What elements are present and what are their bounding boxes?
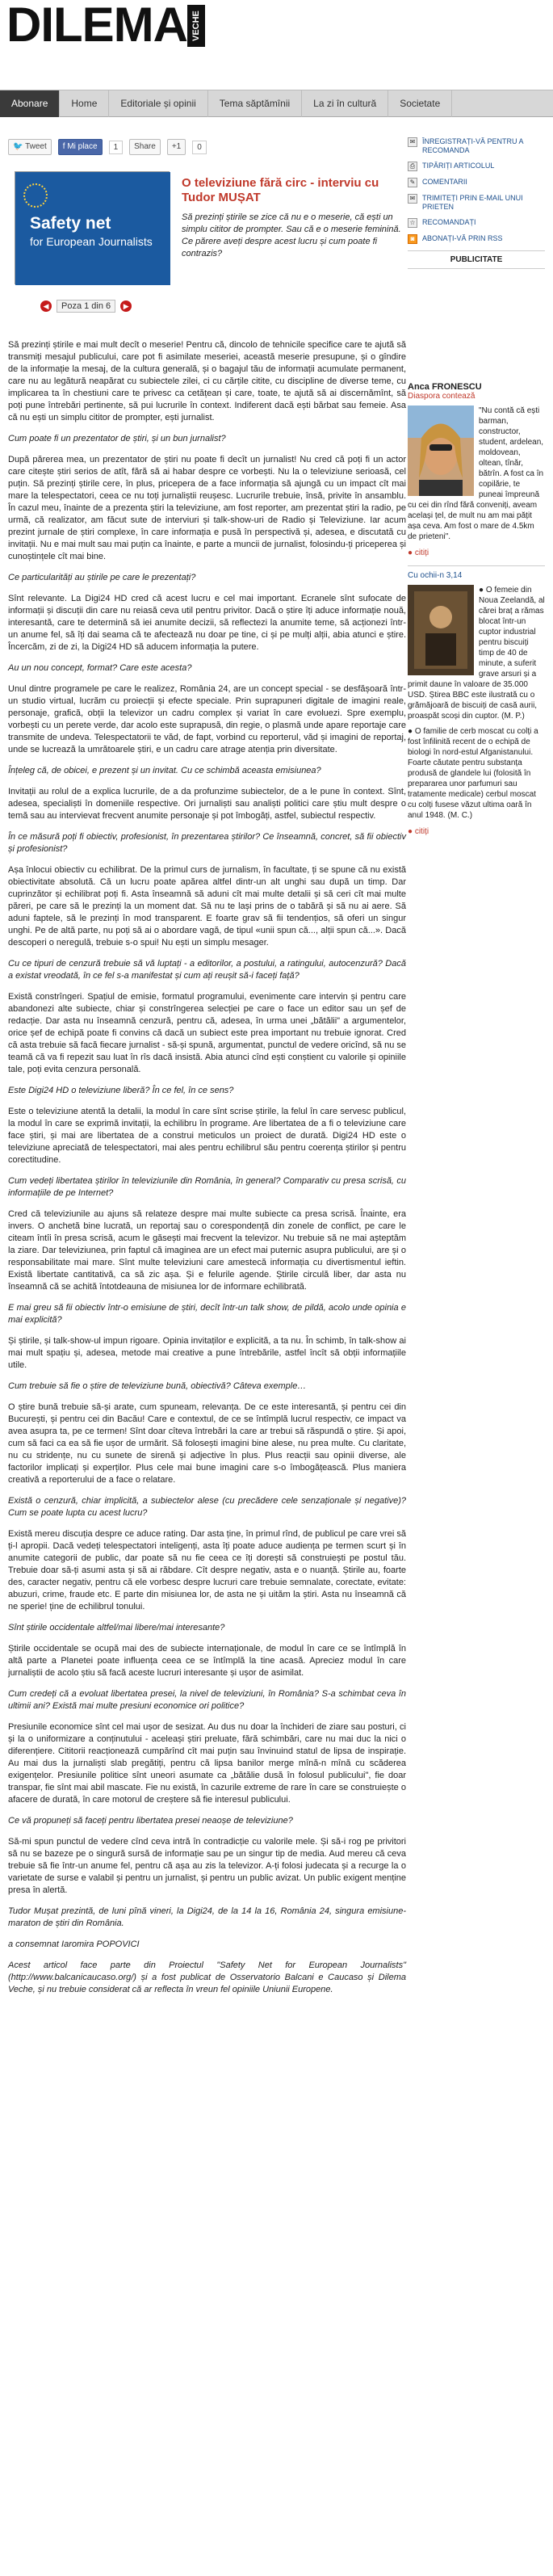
article-question: Înțeleg că, de obicei, e prezent și un invitat. Cu ce schimbă aceasta emisiunea? bbox=[8, 766, 321, 775]
article-question: Este Digi24 HD o televiziune liberă? În ce fel, în ce sens? bbox=[8, 1086, 234, 1095]
next-arrow-icon[interactable]: ▶ bbox=[120, 300, 132, 312]
rss-icon: ◙ bbox=[408, 234, 417, 244]
author-role[interactable]: Diaspora contează bbox=[408, 392, 475, 401]
nav-item-editoriale[interactable]: Editoriale și opinii bbox=[109, 90, 207, 117]
article-question: În ce măsură poți fi obiectiv, profesionist, în prezentarea știrilor? Ce înseamnă, concret, să fii obiectiv și profesionist? bbox=[8, 832, 406, 854]
nav-item-home[interactable]: Home bbox=[60, 90, 109, 117]
read-more-link-2[interactable]: ● citiți bbox=[408, 827, 545, 836]
register-icon: ✉ bbox=[408, 137, 417, 147]
site-header bbox=[0, 0, 553, 87]
photo-gallery[interactable] bbox=[15, 171, 170, 284]
print-icon: ⎙ bbox=[408, 162, 417, 171]
article-question: Cum credeți că a evoluat libertatea presei, la nivel de televiziuni, în România? S-a schimbat ceva în ultimii ani? Există mai multe presiuni economice ori politice? bbox=[8, 1689, 406, 1711]
gallery-pager bbox=[40, 300, 132, 313]
publicitate-heading: PUBLICITATE bbox=[408, 250, 545, 269]
article-lead: Să prezinți știrile se zice că nu e o meserie, că ești un simplu cititor de prompter. Sau că e o meserie feminină. Ce părere aveți despre acest lucru și cum poate fi contrazis? bbox=[182, 212, 401, 258]
tool-recommend[interactable] bbox=[408, 218, 545, 228]
nav-item-abonare[interactable]: Abonare bbox=[0, 90, 60, 117]
article-paragraph: Știrile occidentale se ocupă mai des de subiecte internaționale, de modul în care ce se întîmplă în altă parte a Planetei poate influența ceea ce se întîmplă la tine acasă. Apreciez modul în care jurnaliștii de acolo știu să facă aceste lucruri interesante și ușor de asimilat. bbox=[8, 1644, 406, 1678]
tweet-button[interactable]: 🐦 Tweet bbox=[8, 139, 52, 155]
tool-register[interactable] bbox=[408, 137, 545, 155]
facebook-like-button[interactable]: f Mi place bbox=[58, 139, 103, 155]
google-plus-count: 0 bbox=[192, 141, 207, 154]
article-question: E mai greu să fii obiectiv într-o emisiune de știri, decît într-un talk show, de pildă, acolo unde opinia e mai explicită? bbox=[8, 1303, 406, 1325]
article-paragraph: Unul dintre programele pe care le realizez, România 24, are un concept special - se desfășoară într-un studio virtual, lucrăm cu proiecții și efecte speciale. Prin suprapuneri digitale de imagini reale, personaje, grafică, obții la televizor un cadru complex și variat în care evoluezi. Spre exemplu, vorbești cu un perete verde, dar acolo este suprapusă, din regie, o plasmă unde apare reportaje care transmite de undeva. Telespectatorii te văd, de fapt, vorbind cu reporterul, văd și imagini de reportaj, unde se lucrează la umrătoarele știri, e un cadru care atrage atenția prin diversitate. bbox=[8, 684, 406, 754]
email-icon: ✉ bbox=[408, 194, 417, 204]
ochi-heading[interactable]: Cu ochii-n 3,14 bbox=[408, 565, 545, 580]
tool-label: COMENTARII bbox=[422, 178, 467, 186]
article-paragraph: Sînt relevante. La Digi24 HD cred că acest lucru e cel mai important. Ecranele sînt sufocate de informații și discuții din care nu reiasă ceva util pentru privitor. Dacă o știre îți aduce informație nouă, interesantă, care te determină să iei anumite decizii, să reflectezi la anumite teme, să acționezi într-un anume fel, să îți dai seama că te afectează nu doar pe tine, ci și pe mulți alții, abia atunci e știre. Încercăm, zi de zi, la Digi24 HD să aducem informația la putere. bbox=[8, 594, 406, 652]
article-column bbox=[8, 137, 406, 1994]
ochi-item-1: ● O femeie din Noua Zeelandă, al cărei braț a rămas blocat într-un cuptor industrial pentru biscuiți timp de 40 de minute, a suferit grave arsuri și a primit daune în valoare de 35.000 USD. Știrea BBC este ilustrată cu o grămăjoară de biscuiți de casă aurii, proaspăt scoși din cuptor. (M. P.) bbox=[408, 586, 545, 721]
google-plus-button[interactable]: +1 bbox=[167, 139, 186, 155]
ad-space bbox=[408, 269, 545, 374]
article-question: Cum vedeți libertatea știrilor în televiziunile din România, în general? Comparativ cu presa scrisă, cu informațiile de pe Internet? bbox=[8, 1176, 406, 1198]
gallery-counter: Poza 1 din 6 bbox=[57, 300, 115, 313]
facebook-icon: f bbox=[62, 142, 65, 151]
tool-label: ABONAȚI-VĂ PRIN RSS bbox=[422, 234, 503, 242]
nav-item-tema[interactable]: Tema săptămînii bbox=[208, 90, 302, 117]
twitter-icon: 🐦 bbox=[13, 142, 23, 151]
recommend-icon: ☆ bbox=[408, 218, 417, 228]
article-body bbox=[8, 339, 406, 2005]
read-more-link-1[interactable]: ● citiți bbox=[408, 548, 545, 557]
author-name[interactable]: Anca FRONESCU bbox=[408, 382, 482, 392]
social-buttons bbox=[8, 137, 406, 157]
author-block bbox=[408, 406, 545, 542]
tool-label: RECOMANDAȚI bbox=[422, 218, 476, 226]
article-paragraph: Există mereu discuția despre ce aduce rating. Dar asta ține, în primul rînd, de publicul pe care vrei să ți-l apropii. Dacă vedeți telespectatori inteligenți, asta îți poate aduce audiența pe termen scurt și în anumite categorii de public, dar poate să nu fie ceea ce îți dorești să construiești pe postul tău. Trebuie doar să-ți asumi asta și să ai răbdare. Cît despre negativ, asta e o nuanță. Știrile au, foarte des, caracter negativ, pentru că ele vorbesc despre lucruri care trebuie semnalate, corectate, evitate: abuzuri, crime, fraude etc. E parte din misiunea lor, de asta ne și uităm la știri. Asta nu înseamnă că ne sperie! ține de echilibrul tonului. bbox=[8, 1529, 406, 1612]
article-question: Cum trebuie să fie o știre de televiziune bună, obiectivă? Câteva exemple… bbox=[8, 1381, 307, 1391]
gallery-line1: Safety net bbox=[30, 214, 111, 233]
article-question: a consemnat Iaromira POPOVICI bbox=[8, 1939, 140, 1949]
tool-label: TRIMITEȚI PRIN E-MAIL UNUI PRIETEN bbox=[422, 194, 523, 211]
article-paragraph: Și știrile, și talk-show-ul impun rigoare. Opinia invitaților e explicită, a ta nu. În schimb, în talk-show ai mai mult spațiu și, adesea, metode mai creative a pune întrebările, astfel încît să obții informațiile utile. bbox=[8, 1336, 406, 1370]
share-button[interactable]: Share bbox=[129, 139, 161, 155]
article-paragraph: Să-mi spun punctul de vedere cînd ceva intră în contradicție cu valorile mele. Și să-i rog pe privitori să nu se bazeze pe o singură sursă de informație sau pe un singur tip de media. Aud mereu că ceva trebuie să fie într-un anume fel, pentru că așa au zis la televizor. A-ți folosi judecata și a recurge la o varietate de surse e valabil și pentru un jurnalist, și pentru un public avizat. Un public exigent menține presa în alertă. bbox=[8, 1837, 406, 1895]
article-paragraph: Presiunile economice sînt cel mai ușor de sesizat. Au dus nu doar la închideri de ziare sau posturi, ci și la o uniformizare a conținutului - aceleași știri preluate, fără schimbări, care nu mai duc la nici o diferențiere. Cititorii reacționează cumpărînd cît mai puțin sau învinuind statul de lipsa de inspirație. Au mai dus la jurnaliști slab pregătiți, pentru că lipsa banilor merge mînă-n mînă cu scăderea exigențelor. Presiunile politice sînt uneori asumate ca „bătălie dusă în folosul publicului", fie doar transpar, fie sînt mai abil mascate. Fie nu există, în cazurile extreme de rare în care se construiește o afacere de durată, în care motorul de creștere să fie interesul publicului. bbox=[8, 1722, 406, 1805]
sidebar bbox=[408, 137, 545, 844]
tool-label: ÎNREGISTRAȚI-VĂ PENTRU A RECOMANDA bbox=[422, 137, 524, 154]
article-paragraph: Să prezinți știrile e mai mult decît o meserie! Pentru că, dincolo de tehnicile specifice care te ajută să transmiți mesajul publicului, care pot fi asimilate meseriei, această meserie presupune, și o gîndire de la informație la mesaj, de la cultura generală, și o bagajul tău de informații acumulate permanent, care nu au legătură neapărat cu subiectele zilei, ci cu cărțile citite, cu discipline de diverse teme, cu implicarea ta în chestiuni care te privesc ca cetățean și care, toate, te ajută să ai discernămînt, să poți pune întrebări pertinente, să pui lucrurile în context. Indiferent dacă ești bărbat sau femeie. Asa că nu ești un simplu cititor de prompter, ești jurnalist. bbox=[8, 340, 406, 422]
tool-rss[interactable] bbox=[408, 234, 545, 244]
facebook-count: 1 bbox=[109, 141, 124, 154]
article-question: Cum poate fi un prezentator de știri, și un bun jurnalist? bbox=[8, 434, 226, 443]
article-paragraph: O știre bună trebuie să-și arate, cum spuneam, relevanța. De ce este interesantă, și pentru cei din București, și pentru cei din Bacău! Care e contextul, de ce se întîmplă lucrul respectiv, ce impact va avea asupra ta, pe ce termen! Sînt doar cîteva întrebări la care ar trebui să răspundă o știre. Și apoi, cum să faci ca ea să fie ușor de urmărit. Să folosești imagini bine alese, nu prea multe. Cu claritate, nu cu stridențe, nu cu sunete de sirenă și adjective în plus. Plus reacții sau opinii diverse, ale factorilor implicați și experților. Plus cele mai bune imagini care s-o îmbogățească. Plus maniera creativă a reporterului de a face o relatare. bbox=[8, 1402, 406, 1485]
article-title: O televiziune fără circ - interviu cu Tudor MUȘAT bbox=[182, 176, 379, 204]
ochi-block bbox=[408, 585, 545, 721]
article-paragraph: Există constrîngeri. Spațiul de emisie, formatul programului, evenimente care intervin și pentru care abandonezi alte subiecte, chiar și constrîngerea selecției pe care o face un editor sau un șef de redacție. Dar asta nu înseamnă cenzură, pentru că, adesea, în urma unei „bătălii" a argumentelor, orice șef de echipă poate fi convins că dacă un subiect este prea important nu trebuie ignorat. Cred că asta trebuie să facă fiecare jurnalist - să-și spună, argumentat, punctul de vedere oricînd, să nu se teamă că va fi repezit sau luat în rîs dacă insistă. Abia atunci cînd ești conștient cu valorile și opiniile tale, poți evita cenzura personală. bbox=[8, 992, 406, 1074]
article-paragraph: Este o televiziune atentă la detalii, la modul în care sînt scrise știrile, la felul în care servesc publicul, la modul în care se exprimă invitații, la echilibru în programe. Are libertatea de a fi o televiziune care face știri, și mai are libertatea de a construi meticulos un proiect de durată. Digi24 HD este o televiziune apreciată de telespectatori, mai ales pentru echilibrul său pentru coerența știrilor și pentru corectitudine. bbox=[8, 1107, 406, 1165]
nav-item-cultura[interactable]: La zi în cultură bbox=[302, 90, 388, 117]
article-question: Cu ce tipuri de cenzură trebuie să vă luptați - a editorilor, a postului, a ratingului, autocenzură? Dacă a existat vreodată, în ce fel s-a manifestat și cum ați reușit să-i faceți față? bbox=[8, 959, 406, 981]
article-question: Acest articol face parte din Proiectul "Safety Net for European Journalists" (http://www.balcanicaucaso.org/) și a fost publicat de Osservatorio Balcani e Caucaso și Dilema Veche, și nu trebuie considerat că ar reflecta în vreun fel opiniile Uniunii Europene. bbox=[8, 1960, 406, 1994]
article-question: Tudor Mușat prezintă, de luni pînă vineri, la Digi24, de la 14 la 16, România 24, singura emisiune-maraton de știri din România. bbox=[8, 1906, 406, 1928]
author-quote: "Nu contă că ești barman, constructor, student, ardelean, moldovean, oltean, tînăr, bătrîn. A fost ca în copilărie, te puneai împreună cu cei din rînd fără conveniți, aveam același țel, de mult nu am mai pățit așa ceva. Am fost o mare de 4.5km de prieteni". bbox=[408, 406, 544, 541]
article-question: Ce particularități au știrile pe care le prezentați? bbox=[8, 573, 196, 582]
tool-print[interactable] bbox=[408, 162, 545, 171]
site-logo[interactable]: DILEMA bbox=[6, 0, 187, 52]
tool-email[interactable] bbox=[408, 194, 545, 212]
tool-comments[interactable] bbox=[408, 178, 545, 187]
article-paragraph: Cred că televiziunile au ajuns să relateze despre mai multe subiecte ca presa scrisă. Înainte, era invers. O anchetă bine lucrată, un reportaj sau o corespondență din zonele de conflict, pe care le citeam întîi în presa scrisă, acum le găsești mai frecvent la televizor. Nu trebuie să ne mai așteptăm la ziare. Dar televiziunea, prin faptul că imaginea are un efect mai puternic asupra publicului, are și o responsabilitate mai mare. Sînt multe televiziuni care amestecă informația cu divertismentul ieftin. Există libertate cantitativă, ca să zic așa. Și e felurile agende. Știrile circulă liber, dar asta nu înseamnă că se achită întotdeauna de misiunea lor de informare echilibrată. bbox=[8, 1209, 406, 1292]
article-question: Sînt știrile occidentale altfel/mai libere/mai interesante? bbox=[8, 1623, 225, 1633]
article-question: Există o cenzură, chiar implicită, a subiectelor alese (cu precădere cele senzaționale și negative)? Cum se poate lupta cu acest lucru? bbox=[8, 1496, 406, 1518]
article-tools bbox=[408, 137, 545, 244]
eu-stars-icon bbox=[23, 183, 48, 208]
nav-item-societate[interactable]: Societate bbox=[388, 90, 452, 117]
article-question: Au un nou concept, format? Care este acesta? bbox=[8, 663, 192, 673]
logo-veche-label: VECHE bbox=[187, 5, 205, 47]
article-paragraph: Așa înlocui obiectiv cu echilibrat. De la primul curs de jurnalism, în facultate, ți se spune că nu există obiectivitate absolută. Că un lucru poate apărea altfel dintr-un alt unghi sau după un timp. Dar cuprinzător și echilibrat poți fi. Asta înseamnă să aduni cît mai multe detalii și să ceri cît mai multe păreri, pe care să le prezinți la un moment dat. Să nu te lași prins de o tabără și să nu ai aere. Să aduni faptele, să le prezinți în mod transparent. E foarte grav să fii tendențios, să oferi un singur unghi. Pe de altă parte, nu poți să ai o abordare vagă, de tipul «unii spun că..., alții spun că...». Dacă descoperi o neregulă, trebuie s-o spui! Nu ești un simplu mesager. bbox=[8, 865, 406, 948]
author-photo bbox=[408, 406, 474, 496]
comments-icon: ✎ bbox=[408, 178, 417, 187]
tool-label: TIPĂRIȚI ARTICOLUL bbox=[422, 162, 495, 170]
article-paragraph: După părerea mea, un prezentator de știri nu poate fi decît un jurnalist! Nu cred că poți fi un actor care citește știri serios de atît, fără să ai habar despre ce vorbești. Nu la o televiziune serioasă, cel puțin. Să prezinți știrile cere, în plus, pricepera de a face informația să ajungă cu un impact cît mai mare la telespectatori, ceea ce nu toți jurnaliștii reușesc. Lucrurile trebuie, însă, privite în ansamblu. În cazul meu, înainte de a prezenta știri la televiziune, am fost reporter, am prezentat știri la radio, pe urmă, că realizator, am făcut sute de interviuri și talk-show-uri de Radio și Televiziune. Iar acum prezint jurnale de știri complexe, în care informația e pusă în perspectivă și, adesea, e discutată cu invitații. Nu e mai mult sau mai puțin ca înainte, e parte a muncii de jurnalist, folosindu-ți priceperea și cunoștințele cît mai bine. bbox=[8, 455, 406, 561]
prev-arrow-icon[interactable]: ◀ bbox=[40, 300, 52, 312]
article-paragraph: Invitații au rolul de a explica lucrurile, de a da profunzime subiectelor, de a le pune în context. Sînt, adesea, specialiști în domeniile respective. Ori jurnaliști sau analiști politici care știu mult despre o temă sau au intervievat frecvent anumite personaje și pot îmbogăți, astfel, subiectul respectiv. bbox=[8, 787, 406, 821]
gallery-image bbox=[15, 172, 170, 285]
main-navigation bbox=[0, 90, 553, 117]
ochi-item-2: ● O familie de cerb moscat cu colți a fost înfilinită recent de o echipă de biologi în nord-estul Afganistanului. Foarte căutate pentru substanța produsă de glandele lui (folosită în prepararea unor parfumuri sau tratamente medicale) cerbul moscat cu colți fusese văzut ultima oară în anul 1948. (M. C.) bbox=[408, 727, 538, 820]
ochi-photo bbox=[408, 585, 474, 675]
gallery-line2: for European Journalists bbox=[30, 235, 153, 248]
article-question: Ce vă propuneți să faceți pentru libertatea presei neaoșe de televiziune? bbox=[8, 1816, 293, 1826]
